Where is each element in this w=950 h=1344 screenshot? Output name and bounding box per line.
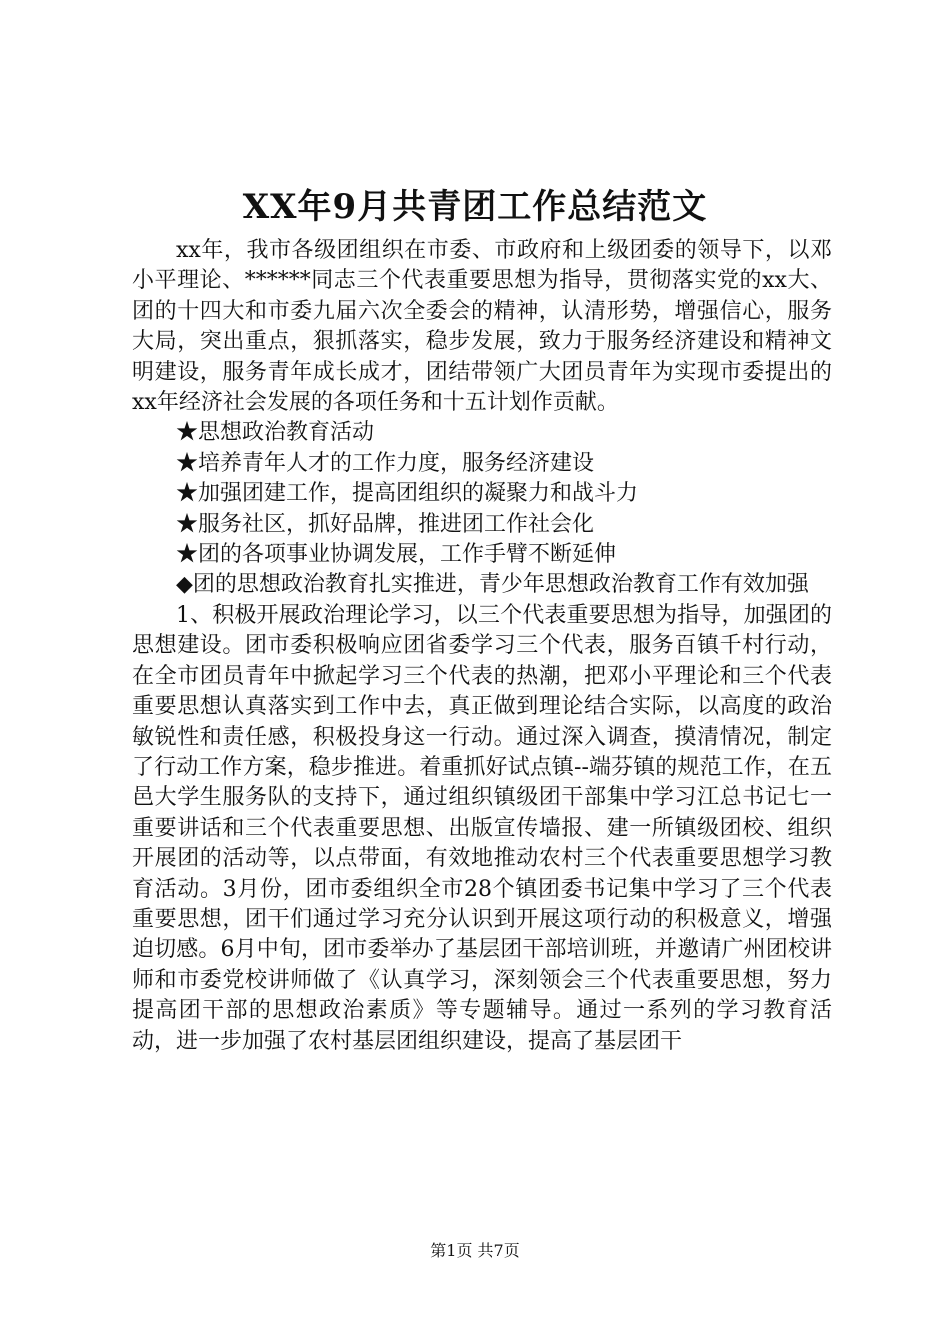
section-heading: ◆团的思想政治教育扎实推进，青少年思想政治教育工作有效加强 xyxy=(176,572,809,598)
star-item-2: ★培养青年人才的工作力度，服务经济建设 xyxy=(176,450,595,476)
intro-paragraph: xx年，我市各级团组织在市委、市政府和上级团委的领导下，以邓小平理论、******同志三个代表重要思想为指导，贯彻落实党的xx大、团的十四大和市委九届六次全委会的精神，认清形势，增强信心，服务大局，突出重点，狠抓落实，稳步发展，致力于服务经济建设和精神文明建设，服务青年成长成才，团结带领广大团员青年为实现市委提出的xx年经济社会发展的各项任务和十五计划作贡献。 xyxy=(132,238,832,416)
document-body xyxy=(132,236,832,1057)
document-title: XX年9月共青团工作总结范文 xyxy=(242,187,708,227)
star-item-4: ★服务社区，抓好品牌，推进团工作社会化 xyxy=(176,511,595,537)
star-item-5: ★团的各项事业协调发展，工作手臂不断延伸 xyxy=(176,542,617,568)
star-item-1: ★思想政治教育活动 xyxy=(176,420,375,446)
star-item-3: ★加强团建工作，提高团组织的凝聚力和战斗力 xyxy=(176,481,639,507)
body-paragraph-1: 1、积极开展政治理论学习，以三个代表重要思想为指导，加强团的思想建设。团市委积极响应团省委学习三个代表，服务百镇千村行动，在全市团员青年中掀起学习三个代表的热潮，把邓小平理论和三个代表重要思想认真落实到工作中去，真正做到理论结合实际，以高度的政治敏锐性和责任感，积极投身这一行动。通过深入调查，摸清情况，制定了行动工作方案，稳步推进。着重抓好试点镇--端芬镇的规范工作，在五邑大学生服务队的支持下，通过组织镇级团干部集中学习江总书记七一重要讲话和三个代表重要思想、出版宣传墙报、建一所镇级团校、组织开展团的活动等，以点带面，有效地推动农村三个代表重要思想学习教育活动。3月份，团市委组织全市28个镇团委书记集中学习了三个代表重要思想，团干们通过学习充分认识到开展这项行动的积极意义，增强迫切感。6月中旬，团市委举办了基层团干部培训班，并邀请广州团校讲师和市委党校讲师做了《认真学习，深刻领会三个代表重要思想，努力提高团干部的思想政治素质》等专题辅导。通过一系列的学习教育活动，进一步加强了农村基层团组织建设，提高了基层团干 xyxy=(132,602,832,1054)
page-footer: 第1页 共7页 xyxy=(430,1241,520,1260)
